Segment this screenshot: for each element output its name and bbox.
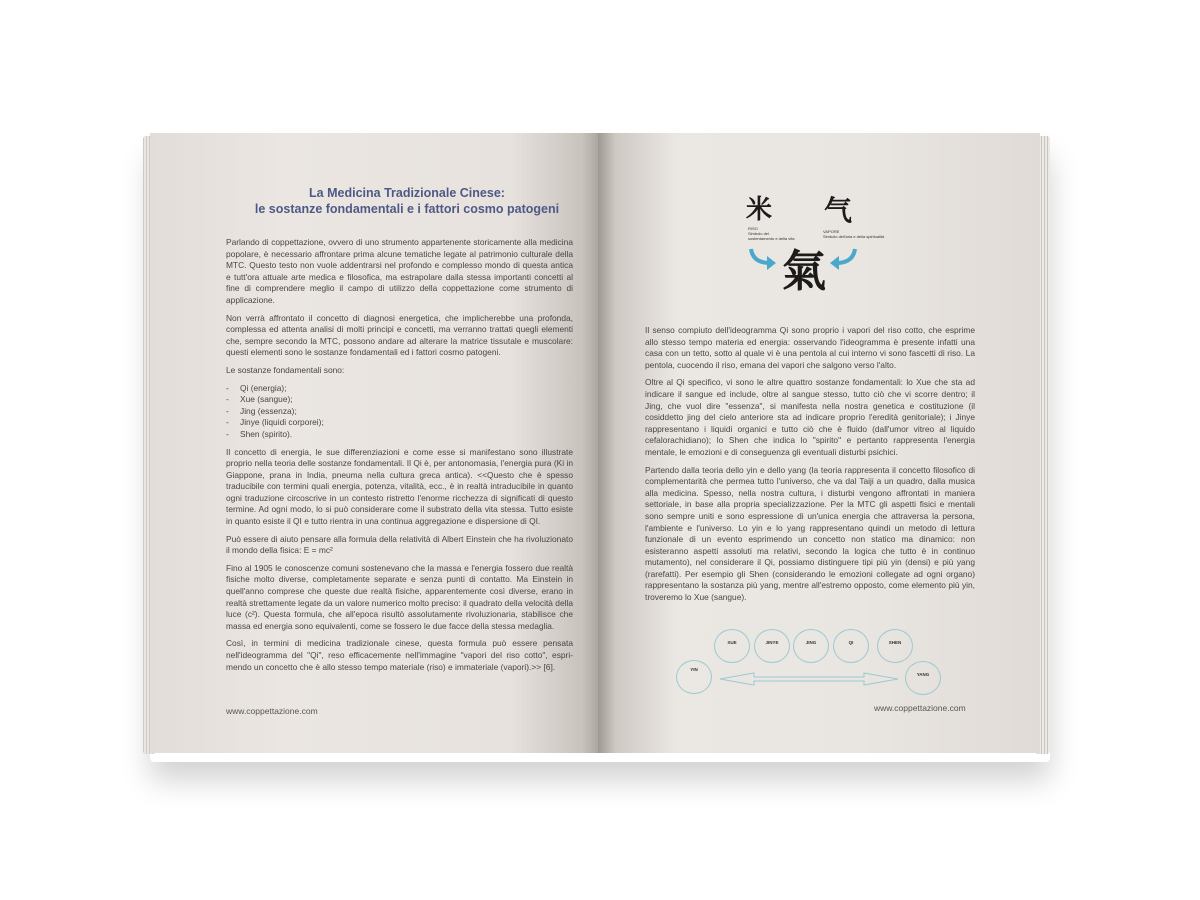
paragraph: Il senso compiuto dell'ideogramma Qi sono proprio i vapori del riso cotto, che esprime allo stesso tempo materia ed energia: osservando l'ideogramma è presente infatti una casa con un tetto, sotto al quale vi è una pentola al cui interno vi sono fascetti di riso. La pentola, cuocendo il riso, emana dei vapori che salgono verso l'alto. — [645, 325, 975, 370]
arrow-right-icon — [748, 247, 778, 273]
vapor-character: 气 — [824, 194, 853, 227]
paragraph: Le sostanze fondamentali sono: — [226, 364, 345, 375]
footer-url: www.coppettazione.com — [226, 706, 318, 716]
chapter-title — [222, 185, 592, 217]
qi-character: 氣 — [782, 246, 826, 297]
rice-caption: RISO Simbolo del sostentamento e della vita — [748, 226, 795, 241]
left-body-text — [226, 237, 573, 679]
list-item: - Shen (spirito). — [226, 428, 293, 439]
circle-jinye: JINYE — [754, 629, 790, 663]
paragraph: Può essere di aiuto pensare alla formula della relatività di Albert Einstein che ha rivoluzionato il mondo della fisica: E = mc² — [226, 533, 573, 556]
paragraph: Il concetto di energia, le sue differenziazioni e come esse si manifestano sono illustrate proprio nella teoria delle sostanze fondamentali. Il Qi è, per antonomasia, l'energia pura (Ki in Giappone, prana in India, pneuma nella cultura greca antica). <<Questo che è spesso traducibile con termini quali energia, potenza, vitalità, ecc., è in realtà intraducibile in quanto ogni traduzione circoscrive in un contesto ristretto l'enorme ricchezza di significati di questo termine. Ad ogni modo, lo si può considerare come il substrato della vita stessa. Tutto esiste in quanto esiste il QI e tutto rientra in una continua aggregazione e dispersione di QI. — [226, 446, 573, 527]
rice-character: 米 — [746, 195, 773, 225]
right-page — [598, 133, 1040, 753]
paragraph: Partendo dalla teoria dello yin e dello yang (la teoria rappresenta il concetto filosofico di complementarità che permea tutto l'universo, che va dal Taiji a un quadro, dalla musica alla medicina. Spesso, nella nostra cultura, i disturbi vengono affrontati in maniera settoriale, in base alla propria specializzazione. Per la MTC gli aspetti fisici e mentali sono sempre uniti e sono espressione di un'unica energia che attraversa la persona, l'ambiente e l'universo. Lo yin e lo yang rappresentano quindi un metodo di lettura funzionale di un evento esprimendo un concetto non statico ma dinamico: non esisteranno aspetti assoluti ma relativi, secondo la logica che tutto è in continuo mutamento), nel considerare il Qi, possiamo distinguere tipi più yin (densi) e più yang (rarefatti). Per esempio gli Shen (considerando le emozioni collegate ad ogni organo) rappresentano la sostanza più yang, mentre all'estremo opposto, come elemento più yin, troveremo lo Xue (sangue). — [645, 464, 975, 603]
substances-list — [226, 383, 573, 441]
list-item: - Qi (energia); — [226, 382, 287, 393]
right-body-text — [645, 325, 975, 610]
arrow-left-icon — [828, 247, 858, 273]
circle-yang: YANG — [905, 661, 941, 695]
list-item: - Jinye (liquidi corporei); — [226, 417, 324, 428]
circle-shen: SHEN — [877, 629, 913, 663]
footer-url: www.coppettazione.com — [874, 703, 966, 713]
paragraph: Parlando di coppettazione, ovvero di uno strumento appartenente storicamente alla medicina popolare, è necessario affrontare prima alcune tematiche legate al patrimonio culturale della MTC. Questo testo non vuole addentrarsi nel profondo e complesso mondo di questa antica e tutt'ora attuale arte medica e filosofica, ma estrapolare dalla stessa importanti concetti al fine di comprendere meglio il campo di utilizzo della coppettazione come strumento di applicazione. — [226, 237, 573, 305]
list-item: - Jing (essenza); — [226, 405, 297, 416]
paragraph: Non verrà affrontato il concetto di diagnosi energetica, che implicherebbe una profonda, complessa ed attenta analisi di molti principi e concetti, ma verranno trattati quegli elementi che, sempre secondo la MTC, possono andare ad alterare la matrice tissutale e muscolare: questi elementi sono le sostanze fondamentali ed i fattori cosmo patogeni. — [226, 312, 573, 358]
paragraph: Oltre al Qi specifico, vi sono le altre quattro sostanze fondamentali: lo Xue che sta ad indicare il sangue ed include, oltre al sangue stesso, tutto ciò che vi scorre dentro; il Jing, che vuol dire "essenza", si manifesta nella nostra genetica e costituzione (il cosiddetto jing del cielo anteriore sta ad indicare proprio l'eredità genitoriale); i Jinye rappresentano i liquidi organici e tutto ciò che è fluido (dall'umor vitreo al liquido cefalorachidiano); lo Shen che indica lo "spirito" e pertanto rappresenta l'energia mentale, le emozioni e di conseguenza gli eventuali disturbi psichici. — [645, 377, 975, 457]
circle-qi: QI — [833, 629, 869, 663]
circle-jing: JING — [793, 629, 829, 663]
double-arrow-icon — [718, 671, 900, 687]
title-line-1: La Medicina Tradizionale Cinese: — [309, 186, 505, 200]
paragraph: Fino al 1905 le conoscenze comuni sostenevano che la massa e l'energia fossero due realtà fisiche molto diverse, completamente separate e senza punti di contatto. Ma Einstein in quell'anno comprese che queste due realtà fisiche, apparentemente così diverse, erano in realtà strettamente legate da un valore numerico molto preciso: il quadrato della velocità della luce (c²). Questa formula, che all'epoca risultò assolutamente rivoluzionaria, stabilisce che massa ed energia sono equivalenti, come se fossero le due facce della stessa medaglia. — [226, 562, 573, 631]
paragraph: Così, in termini di medicina tradizionale cinese, questa formula può essere pensata nell'ideogramma del "Qi", reso efficacemente nell'immagine "vapori del riso cotto", espri-mendo un concetto che è allo stesso tempo materiale (riso) e immateriale (vapori).>> [6]. — [226, 638, 573, 672]
vapor-caption: VAPORE Simbolo dell'aria e della spiritualità — [823, 229, 885, 239]
circle-yin: YIN — [676, 660, 712, 694]
left-page — [150, 133, 600, 753]
title-line-2: le sostanze fondamentali e i fattori cosmo patogeni — [254, 202, 560, 216]
circle-xue: XUE — [714, 629, 750, 663]
list-item: - Xue (sangue); — [226, 394, 293, 405]
